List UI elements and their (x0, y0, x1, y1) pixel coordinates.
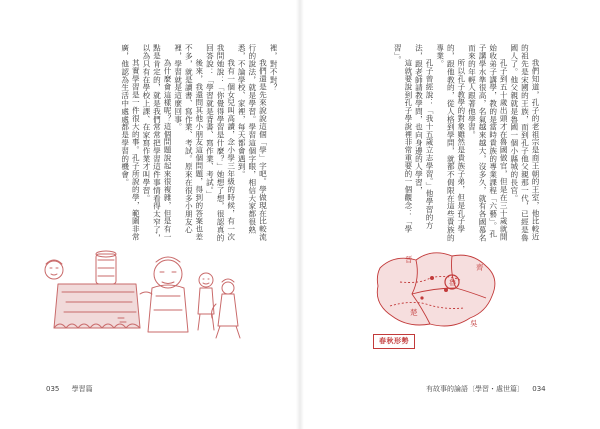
left-paragraph: 後來，我還問其他小朋友這個問題，得到的答案也差不多，就是讀書、寫作業、考試。原來在很多小朋友心裡，學習就是這麼回事。 (173, 44, 204, 241)
map-region-label: 魯 (449, 278, 457, 287)
left-paragraph: 我們還是先來說說這個「學」字吧。學做現在比較流行的說法，就是學習。學習這個字眼，相信大家都很熟悉，不論學校、家裡，每天都會遇到。 (237, 44, 268, 241)
left-body-text (80, 44, 278, 244)
left-footer (46, 384, 93, 394)
left-paragraph: 我有一個女兒叫高讀，念小學三年級的時候，有一次我問她說：「你覺得學習是什麼？」她想了想，很認真的回答說：「學習就是背書、寫作業、考試。」 (205, 44, 236, 242)
map-region-label: 齊 (476, 263, 484, 272)
left-paragraph: 為什麼會這樣呢？這個問題說起來很複雜，但是有一點是肯定的，就是我們常常把學習這件事情看得太窄了，以為只有在學校上課、在家寫作業才叫學習。 (141, 44, 173, 242)
map-stamp-label: 春秋形勢 (373, 334, 415, 349)
confucius-classroom-illustration (40, 232, 245, 344)
map-region-label: 晉 (405, 255, 413, 264)
right-page (300, 0, 600, 429)
right-paragraph: 所以孔子教學的對象雖然是貴族子弟，但是孔子學的，跟他教的，從人格到學問，就都不侷限在這些貴族的專業。 (435, 44, 466, 242)
left-running-title: 學習篇 (71, 385, 93, 393)
right-body-text (320, 44, 540, 244)
spring-autumn-map-illustration (360, 238, 510, 338)
right-footer (426, 384, 546, 394)
right-running-title: 有故事的論語〔學習・處世篇〕 (426, 385, 524, 393)
right-paragraph: 孔子曾經說：「我十五歲立志學習。」他學習的方法，跟老師請教學問，也向身邊的人學習， (414, 44, 435, 230)
right-paragraph: 我們知道，孔子的老祖宗是商王朝的王室，他比較近的祖先是宋國的王族，而到孔子他父親那一代，已經是魯國人了。他父親就是魯國一個小縣城的長官。 (509, 44, 540, 242)
right-paragraph: 孔子到五十歲出頭才在魯國做官，但是在三十歲就開始收弟子講學，教的是當時貴族的專業課程「六藝」。孔子講學水準很高，名氣越來越大，沒多久，就有各國慕名而來的年輕人跟著他學習。 (467, 44, 509, 242)
map-region-label: 楚 (410, 308, 418, 317)
left-page-number: 035 (46, 385, 60, 393)
right-paragraph: 這就要說到孔子學說裡非常重要的一個觀念：「學習」。 (393, 44, 413, 233)
left-paragraph: 裡，對不對？ (269, 44, 278, 92)
map-region-label: 吳 (470, 319, 478, 328)
left-paragraph: 其實學習是一件很大的事。孔子所說的學，範圍非常廣，他認為生活中處處都是學習的機會。 (120, 44, 141, 241)
right-page-number: 034 (532, 385, 546, 393)
